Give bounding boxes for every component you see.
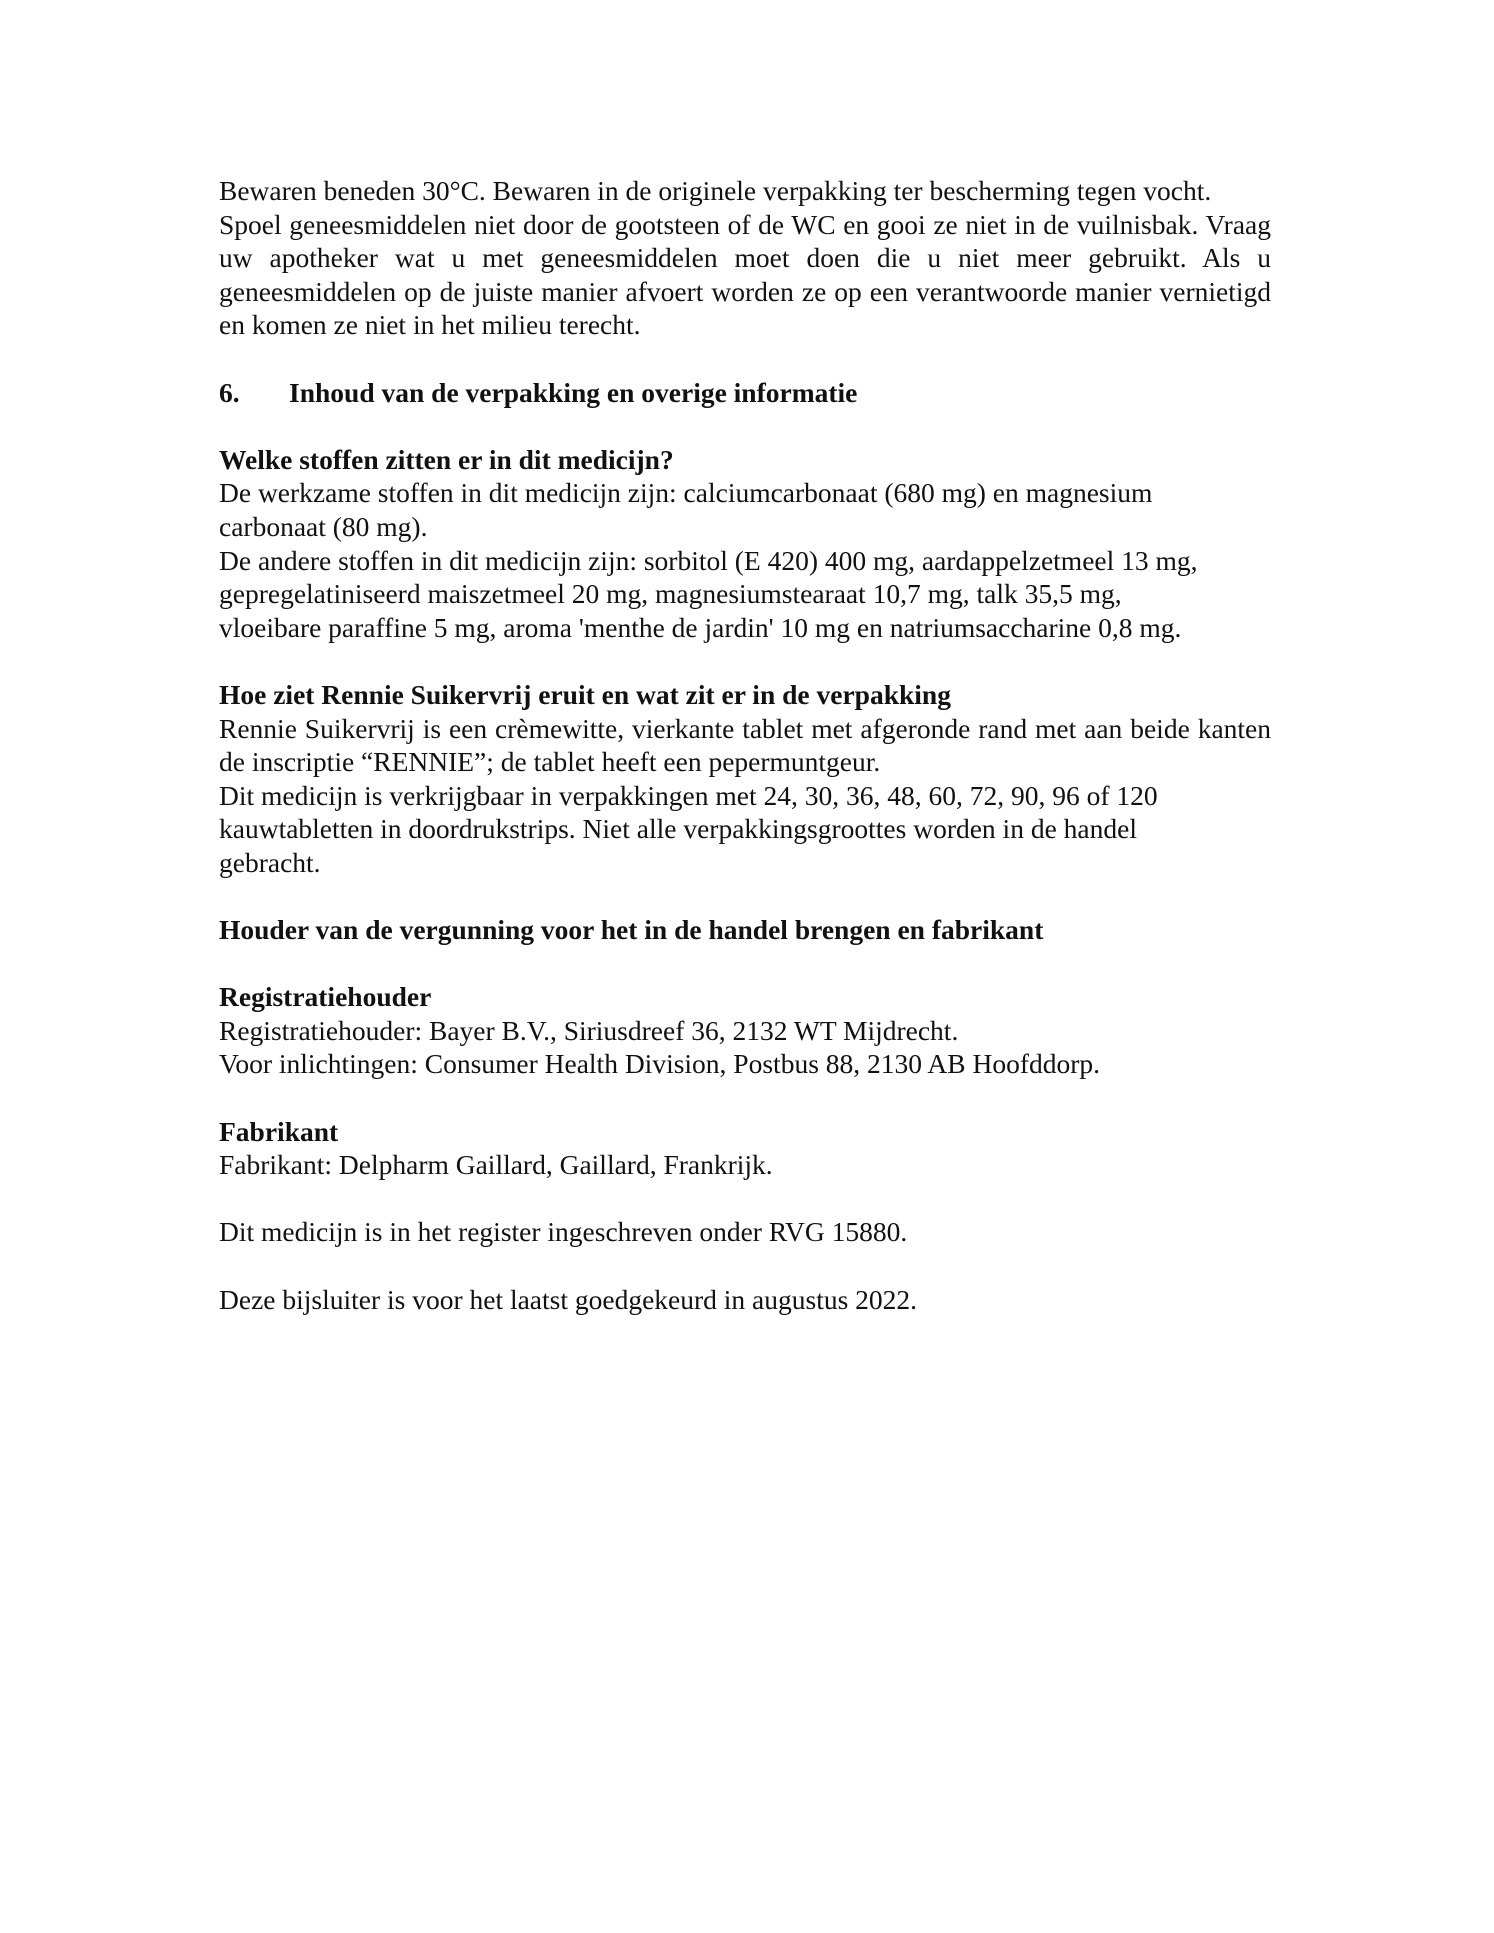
registration-heading: Registratiehouder — [219, 981, 432, 1013]
section-title: Inhoud van de verpakking en overige informatie — [289, 376, 858, 408]
spacer — [219, 644, 1271, 678]
active-ingredients-line: De werkzame stoffen in dit medicijn zijn: calciumcarbonaat (680 mg) en magnesium — [219, 477, 1153, 509]
other-ingredients-line: De andere stoffen in dit medicijn zijn: sorbitol (E 420) 400 mg, aardappelzetmeel 13 mg, — [219, 544, 1198, 576]
ingredients-heading: Welke stoffen zitten er in dit medicijn? — [219, 443, 674, 475]
registration-holder-line: Registratiehouder: Bayer B.V., Siriusdreef 36, 2132 WT Mijdrecht. — [219, 1014, 959, 1046]
spacer — [219, 409, 1271, 443]
disposal-instructions: Spoel geneesmiddelen niet door de gootsteen of de WC en gooi ze niet in de vuilnisbak. Vraag uw apotheker wat u met geneesmiddelen moet doen die u niet meer gebruikt. Als u geneesmiddelen op de juiste manier afvoert worden ze op een verantwoorde manier vernietigd en komen ze niet in het milieu terecht. — [219, 208, 1271, 341]
pack-sizes-line: gebracht. — [219, 846, 321, 878]
leaflet-page — [219, 174, 1271, 1316]
other-ingredients-line: gepregelatiniseerd maiszetmeel 20 mg, magnesiumstearaat 10,7 mg, talk 35,5 mg, — [219, 578, 1122, 610]
appearance-heading: Hoe ziet Rennie Suikervrij eruit en wat zit er in de verpakking — [219, 678, 951, 710]
active-ingredients-line: carbonaat (80 mg). — [219, 510, 428, 542]
information-contact-line: Voor inlichtingen: Consumer Health Division, Postbus 88, 2130 AB Hoofddorp. — [219, 1048, 1101, 1080]
section-number: 6. — [219, 376, 240, 408]
spacer — [219, 1081, 1271, 1115]
approval-date-line: Deze bijsluiter is voor het laatst goedgekeurd in augustus 2022. — [219, 1283, 918, 1315]
manufacturer-line: Fabrikant: Delpharm Gaillard, Gaillard, Frankrijk. — [219, 1149, 773, 1181]
storage-instructions: Bewaren beneden 30°C. Bewaren in de originele verpakking ter bescherming tegen vocht. — [219, 175, 1212, 206]
other-ingredients-line: vloeibare paraffine 5 mg, aroma 'menthe de jardin' 10 mg en natriumsaccharine 0,8 mg. — [219, 611, 1182, 643]
holder-heading: Houder van de vergunning voor het in de handel brengen en fabrikant — [219, 914, 1044, 946]
spacer — [219, 947, 1271, 981]
spacer — [219, 1182, 1271, 1216]
spacer — [219, 342, 1271, 376]
spacer — [219, 879, 1271, 913]
pack-sizes-line: kauwtabletten in doordrukstrips. Niet alle verpakkingsgroottes worden in de handel — [219, 813, 1137, 845]
register-number-line: Dit medicijn is in het register ingeschreven onder RVG 15880. — [219, 1216, 908, 1248]
section-6-heading — [219, 376, 1271, 410]
pack-sizes-line: Dit medicijn is verkrijgbaar in verpakkingen met 24, 30, 36, 48, 60, 72, 90, 96 of 120 — [219, 779, 1158, 811]
spacer — [219, 1249, 1271, 1283]
manufacturer-heading: Fabrikant — [219, 1115, 339, 1147]
appearance-description: Rennie Suikervrij is een crèmewitte, vierkante tablet met afgeronde rand met aan beide kanten de inscriptie “RENNIE”; de tablet heeft een pepermuntgeur. — [219, 712, 1271, 778]
